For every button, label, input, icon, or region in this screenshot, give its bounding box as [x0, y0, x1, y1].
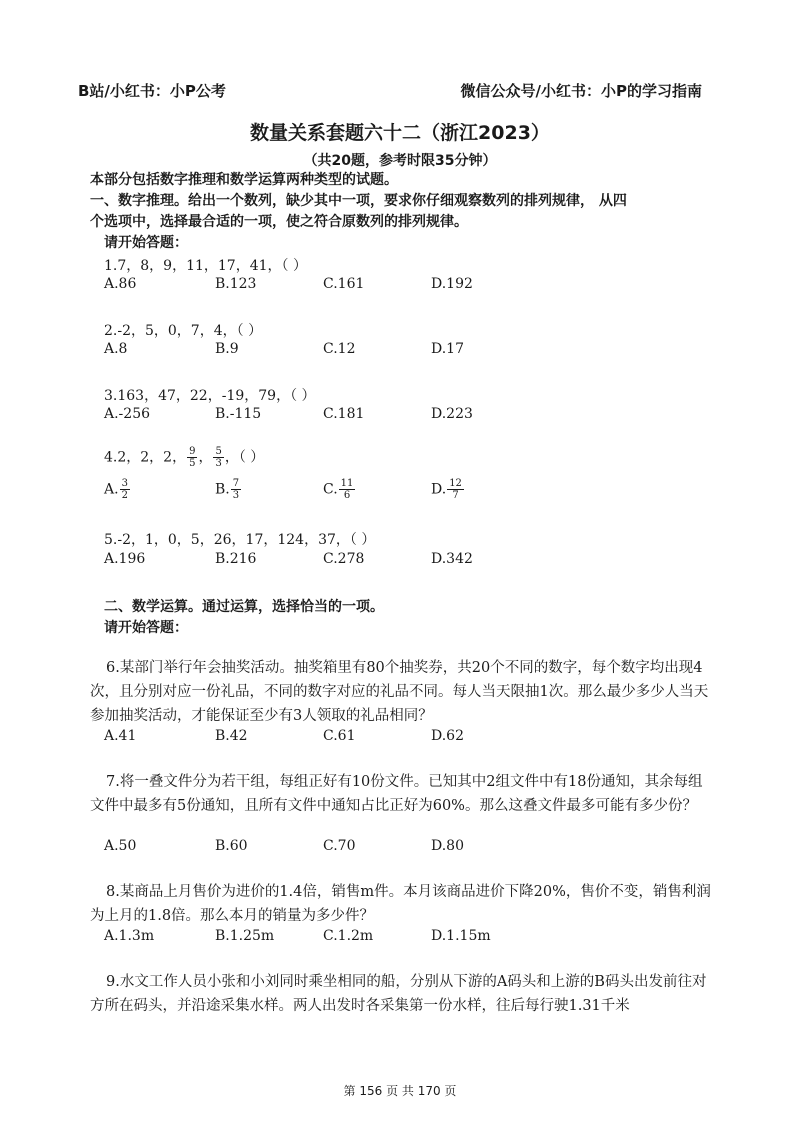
q4-option-b-fraction — [231, 478, 241, 501]
question-2-stem: 2.-2，5，0，7，4，（ ） — [104, 323, 263, 339]
question-5-stem: 5.-2，1，0，5，26，17，124，37，（ ） — [104, 532, 376, 548]
q3-option-c: C.181 — [323, 406, 365, 422]
q4-option-d-num: 12 — [449, 478, 462, 489]
q4-option-c-den: 6 — [343, 490, 351, 501]
q4-option-d-fraction — [447, 478, 464, 501]
q6-option-c: C.61 — [323, 728, 356, 744]
section1-instructions-line2: 个选项中，选择最合适的一项，使之符合原数列的排列规律。 — [90, 214, 468, 230]
q4-f1-num: 9 — [189, 446, 196, 457]
q5-option-d: D.342 — [431, 551, 473, 567]
question-1-options — [104, 276, 624, 296]
q8-option-a: A.1.3m — [104, 928, 155, 944]
question-1-stem: 1.7，8，9，11，17，41，（ ） — [104, 258, 307, 274]
q3-option-d: D.223 — [431, 406, 473, 422]
question-3-options — [104, 406, 624, 426]
q2-option-d: D.17 — [431, 341, 464, 357]
q4-option-c — [323, 478, 356, 501]
question-8-stem: 8.某商品上月售价为进价的1.4倍，销售m件。本月该商品进价下降20%，售价不变，销售利润为上月的1.8倍。那么本月的销量为多少件？ — [90, 884, 711, 924]
q1-option-c: C.161 — [323, 276, 365, 292]
question-4-stem — [104, 446, 264, 469]
q2-option-a: A.8 — [104, 341, 128, 357]
q6-option-b: B.42 — [215, 728, 248, 744]
question-3-stem: 3.163，47，22，-19，79，（ ） — [104, 388, 316, 404]
q3-option-b: B.-115 — [215, 406, 262, 422]
q2-option-c: C.12 — [323, 341, 356, 357]
page-title: 数量关系套题六十二（浙江2023） — [250, 122, 550, 144]
q4-prefix: 4.2，2，2， — [104, 449, 187, 466]
q1-option-b: B.123 — [215, 276, 257, 292]
page-subtitle: （共20题，参考时限35分钟） — [303, 153, 497, 169]
page-number-footer: 第 156 页 共 170 页 — [343, 1084, 457, 1098]
q4-f1-den: 5 — [189, 458, 196, 469]
q4-option-a-fraction — [120, 478, 130, 501]
question-6-stem: 6.某部门举行年会抽奖活动。抽奖箱里有80个抽奖券，共20个不同的数字，每个数字均出现4次，且分别对应一份礼品，不同的数字对应的礼品不同。每人当天限抽1次。那么最少多少人当天参加抽奖活动，才能保证至少有3人领取的礼品相同？ — [90, 660, 709, 724]
q4-option-b — [215, 478, 242, 501]
question-8-options — [104, 928, 624, 948]
question-5-options — [104, 551, 624, 571]
q4-option-d-label: D. — [431, 481, 447, 498]
q4-option-a-label: A. — [104, 481, 119, 498]
intro-text: 本部分包括数字推理和数学运算两种类型的试题。 — [90, 172, 398, 188]
q1-option-d: D.192 — [431, 276, 473, 292]
q5-option-b: B.216 — [215, 551, 257, 567]
q4-f2-num: 5 — [215, 446, 222, 457]
q7-option-d: D.80 — [431, 838, 464, 854]
q4-option-b-num: 7 — [232, 478, 240, 489]
q7-option-a: A.50 — [104, 838, 137, 854]
section1-instructions-line1: 一、数字推理。给出一个数列，缺少其中一项，要求你仔细观察数列的排列规律， 从四 — [90, 193, 627, 209]
q4-option-b-label: B. — [215, 481, 230, 498]
q4-suffix: ，（ ） — [224, 449, 265, 466]
header-right-text: 微信公众号/小红书：小P的学习指南 — [460, 82, 702, 100]
question-7-stem: 7.将一叠文件分为若干组，每组正好有10份文件。已知其中2组文件中有18份通知，其余每组文件中最多有5份通知，且所有文件中通知占比正好为60%。那么这叠文件最多可能有多少份？ — [90, 774, 703, 814]
q8-option-d: D.1.15m — [431, 928, 491, 944]
q4-option-a — [104, 478, 131, 501]
question-9-stem: 9.水文工作人员小张和小刘同时乘坐相同的船，分别从下游的A码头和上游的B码头出发前往对方所在码头，并沿途采集水样。两人出发时各采集第一份水样，往后每行驶1.31千米 — [90, 974, 707, 1014]
q4-option-c-fraction — [339, 478, 356, 501]
question-7-options — [104, 838, 624, 858]
q7-option-b: B.60 — [215, 838, 248, 854]
q5-option-c: C.278 — [323, 551, 365, 567]
q4-option-a-num: 3 — [121, 478, 128, 489]
q6-option-a: A.41 — [104, 728, 137, 744]
header-left-text: B站/小红书：小P公考 — [78, 82, 226, 100]
question-4-options — [104, 478, 624, 506]
section1-start: 请开始答题： — [104, 235, 188, 251]
q4-option-a-den: 2 — [121, 490, 128, 501]
q5-option-a: A.196 — [104, 551, 146, 567]
section2-instructions: 二、数学运算。通过运算，选择恰当的一项。 — [104, 599, 384, 615]
q4-option-d-den: 7 — [452, 490, 459, 501]
q6-option-d: D.62 — [431, 728, 464, 744]
question-2-options — [104, 341, 624, 361]
q8-option-b: B.1.25m — [215, 928, 275, 944]
q4-f2-den: 3 — [215, 458, 222, 469]
question-6-options — [104, 728, 624, 748]
q4-option-b-den: 3 — [232, 490, 240, 501]
q4-option-d — [431, 478, 465, 501]
q4-fraction-1 — [187, 446, 197, 469]
q4-option-c-label: C. — [323, 481, 338, 498]
q3-option-a: A.-256 — [104, 406, 151, 422]
q1-option-a: A.86 — [104, 276, 137, 292]
q8-option-c: C.1.2m — [323, 928, 374, 944]
q4-fraction-2 — [213, 446, 223, 469]
q7-option-c: C.70 — [323, 838, 356, 854]
q4-option-c-num: 11 — [340, 478, 354, 489]
q4-separator: ， — [198, 449, 213, 466]
section2-start: 请开始答题： — [104, 620, 188, 636]
q2-option-b: B.9 — [215, 341, 239, 357]
